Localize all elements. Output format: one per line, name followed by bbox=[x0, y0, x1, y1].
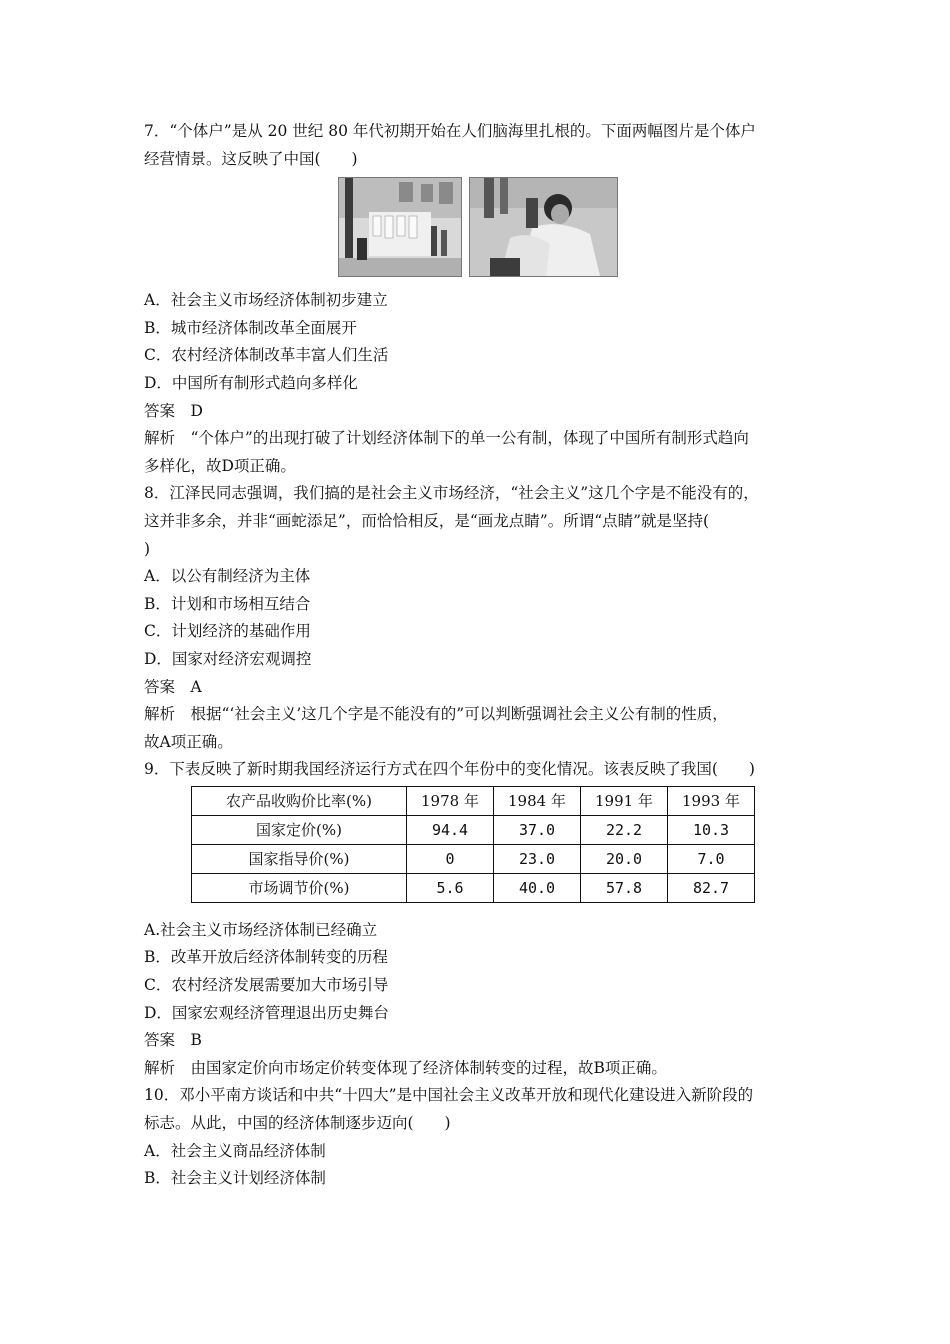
q7-answer: 答案 D bbox=[144, 401, 203, 420]
q7-analysis-line-2: 多样化，故D项正确。 bbox=[144, 456, 296, 475]
table-cell: 20.0 bbox=[581, 844, 668, 873]
table-cell: 37.0 bbox=[494, 815, 581, 844]
table-header-cell: 1991 年 bbox=[581, 786, 668, 815]
street-vendors-photo bbox=[338, 177, 462, 277]
q8-stem-line-1: 8．江泽民同志强调，我们搞的是社会主义市场经济，“社会主义”这几个字是不能没有的， bbox=[144, 484, 759, 503]
q8-answer: 答案 A bbox=[144, 677, 202, 696]
individual-vendor-photo-illustration bbox=[470, 178, 617, 276]
table-row bbox=[192, 844, 755, 873]
q9-analysis: 解析 由国家定价向市场定价转变体现了经济体制转变的过程，故B项正确。 bbox=[144, 1058, 667, 1077]
price-ratio-table bbox=[191, 786, 755, 903]
table-cell: 7.0 bbox=[668, 844, 755, 873]
q8-stem-line-3: ) bbox=[144, 539, 151, 558]
table-cell: 国家指导价(%) bbox=[192, 844, 407, 873]
q9-option-d: D．国家宏观经济管理退出历史舞台 bbox=[144, 1003, 389, 1022]
table-cell: 0 bbox=[407, 844, 494, 873]
table-cell: 10.3 bbox=[668, 815, 755, 844]
q10-option-b: B．社会主义计划经济体制 bbox=[144, 1169, 326, 1188]
table-cell: 82.7 bbox=[668, 873, 755, 902]
q10-stem-line-2: 标志。从此，中国的经济体制逐步迈向( ) bbox=[144, 1114, 451, 1133]
table-header-cell: 农产品收购价比率(%) bbox=[192, 786, 407, 815]
table-row bbox=[192, 815, 755, 844]
q7-option-b: B．城市经济体制改革全面展开 bbox=[144, 318, 357, 337]
table-cell: 市场调节价(%) bbox=[192, 873, 407, 902]
q7-analysis-line-1: 解析 “个体户”的出现打破了计划经济体制下的单一公有制，体现了中国所有制形式趋向 bbox=[144, 429, 749, 448]
table-cell: 57.8 bbox=[581, 873, 668, 902]
table-cell: 94.4 bbox=[407, 815, 494, 844]
q9-option-c: C．农村经济发展需要加大市场引导 bbox=[144, 976, 389, 995]
q9-answer: 答案 B bbox=[144, 1031, 202, 1050]
table-row bbox=[192, 873, 755, 902]
q8-option-c: C．计划经济的基础作用 bbox=[144, 622, 311, 641]
table-cell: 22.2 bbox=[581, 815, 668, 844]
table-cell: 40.0 bbox=[494, 873, 581, 902]
q8-analysis-line-1: 解析 根据“‘社会主义’这几个字是不能没有的”可以判断强调社会主义公有制的性质， bbox=[144, 705, 728, 724]
q9-option-a: A.社会主义市场经济体制已经确立 bbox=[144, 920, 378, 939]
q7-option-d: D．中国所有制形式趋向多样化 bbox=[144, 373, 358, 392]
q8-option-d: D．国家对经济宏观调控 bbox=[144, 649, 312, 668]
q7-photos bbox=[144, 177, 808, 281]
document-content bbox=[144, 118, 808, 1193]
q8-analysis-line-2: 故A项正确。 bbox=[144, 732, 233, 751]
table-header-cell: 1978 年 bbox=[407, 786, 494, 815]
q9-option-b: B．改革开放后经济体制转变的历程 bbox=[144, 948, 388, 967]
table-header-cell: 1984 年 bbox=[494, 786, 581, 815]
q10-option-a: A．社会主义商品经济体制 bbox=[144, 1141, 326, 1160]
individual-vendor-photo bbox=[469, 177, 618, 277]
q8-option-b: B．计划和市场相互结合 bbox=[144, 594, 311, 613]
table-cell: 5.6 bbox=[407, 873, 494, 902]
table-header-cell: 1993 年 bbox=[668, 786, 755, 815]
street-vendors-photo-illustration bbox=[339, 178, 461, 276]
q8-stem-line-2: 这并非多余，并非“画蛇添足”，而恰恰相反，是“画龙点睛”。所谓“点睛”就是坚持( bbox=[144, 511, 710, 530]
q7-stem-line-1: 7．“个体户”是从 20 世纪 80 年代初期开始在人们脑海里扎根的。下面两幅图片是个体户 bbox=[144, 122, 756, 140]
table-cell: 23.0 bbox=[494, 844, 581, 873]
q7-option-a: A．社会主义市场经济体制初步建立 bbox=[144, 291, 388, 310]
q8-option-a: A．以公有制经济为主体 bbox=[144, 567, 311, 586]
q7-stem-line-2: 经营情景。这反映了中国( ) bbox=[144, 149, 358, 168]
table-header-row bbox=[192, 786, 755, 815]
q9-stem: 9．下表反映了新时期我国经济运行方式在四个年份中的变化情况。该表反映了我国( ) bbox=[144, 760, 755, 779]
q7-option-c: C．农村经济体制改革丰富人们生活 bbox=[144, 346, 389, 365]
table-cell: 国家定价(%) bbox=[192, 815, 407, 844]
q10-stem-line-1: 10．邓小平南方谈话和中共“十四大”是中国社会主义改革开放和现代化建设进入新阶段的 bbox=[144, 1086, 754, 1105]
